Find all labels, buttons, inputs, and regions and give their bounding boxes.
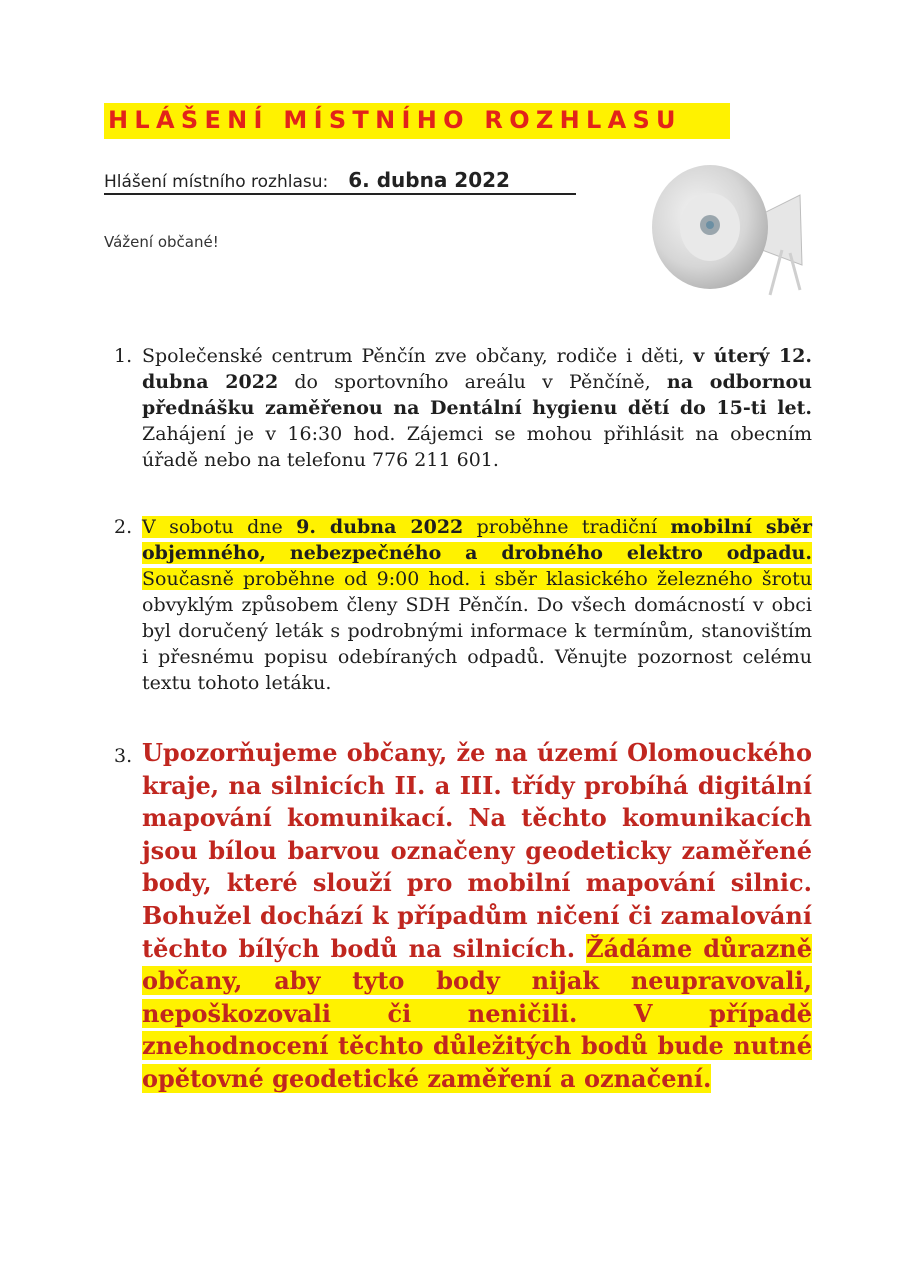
text-segment-bold: Upozorňujeme občany, že na území Olomouckého kraje, na silnicích II. a III. třídy probíhá digitální mapování komunikací. Na těchto komunikacích jsou bílou barvou označeny geodeticky zaměřené body, které slouží pro mobilní mapování silnic. Bohužel dochází k případům ničení či zamalování těchto bílých bodů na silnicích.: [142, 738, 812, 963]
item-text: [142, 514, 812, 696]
text-segment: Společenské centrum Pěnčín zve občany, rodiče i děti,: [142, 345, 694, 367]
item-text: [142, 737, 812, 1096]
text-segment: Zahájení je v 16:30 hod. Zájemci se mohou přihlásit na obecním úřadě nebo na telefonu 776 211 601.: [142, 423, 812, 471]
text-segment: obvyklým způsobem členy SDH Pěnčín. Do všech domácností v obci byl doručený leták s podrobnými informace k termínům, stanovištím i přesnému popisu odebíraných odpadů. Věnujte pozornost celému textu tohoto letáku.: [142, 594, 812, 694]
date-label: Hlášení místního rozhlasu:: [104, 172, 329, 192]
text-segment-highlighted: V sobotu dne: [142, 516, 297, 538]
item-number: 3.: [114, 745, 133, 767]
loudspeaker-icon: [650, 155, 810, 305]
item-text: [142, 343, 812, 473]
announcement-date-line: [104, 168, 576, 195]
text-segment: do sportovního areálu v Pěnčíně,: [278, 371, 667, 393]
item-number: 2.: [114, 516, 133, 538]
item-number: 1.: [114, 345, 133, 367]
greeting: Vážení občané!: [104, 233, 219, 251]
text-segment-highlighted: Současně proběhne od 9:00 hod. i sběr klasického železného šrotu: [142, 568, 812, 590]
text-segment-bold-highlighted: 9. dubna 2022: [296, 516, 464, 538]
text-segment-bold: v úterý 12. dubna 2022: [142, 345, 812, 393]
text-segment-bold-highlighted: mobilní sběr objemného, nebezpečného a drobného elektro odpadu.: [142, 516, 812, 564]
page-title: HLÁŠENÍ MÍSTNÍHO ROZHLASU: [108, 106, 682, 134]
text-segment-bold-highlighted: Žádáme důrazně občany, aby tyto body nijak neupravovali, nepoškozovali či neničili. V případě znehodnocení těchto důležitých bodů bude nutné opětovné geodetické zaměření a označení.: [142, 933, 813, 1093]
text-segment-bold: na odbornou přednášku zaměřenou na Dentální hygienu dětí do 15-ti let.: [142, 371, 812, 419]
announcement-date: 6. dubna 2022: [348, 168, 510, 192]
text-segment-highlighted: proběhne tradiční: [463, 516, 671, 538]
